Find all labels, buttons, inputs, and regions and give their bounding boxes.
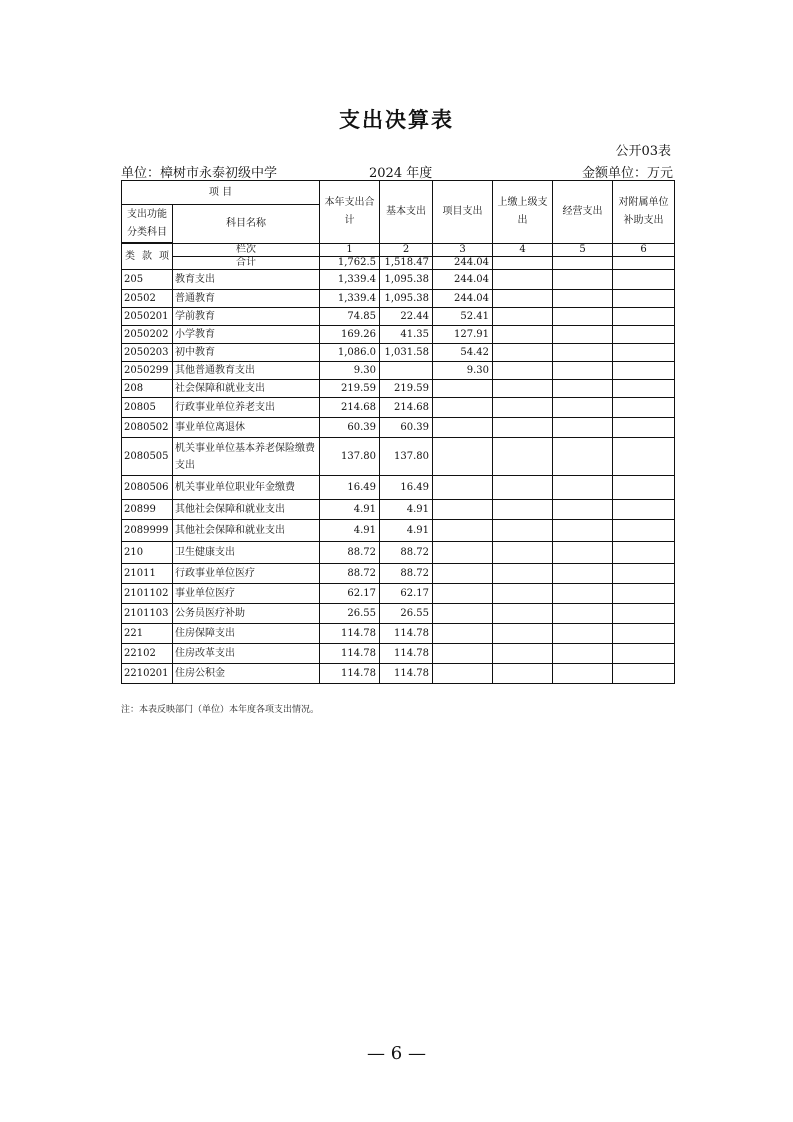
amount-cell [493,380,553,398]
subject-name: 住房公积金 [173,664,320,684]
amount-cell [613,520,675,542]
amount-cell: 74.85 [320,308,380,326]
amount-cell [433,564,493,584]
money-unit: 金额单位：万元 [581,166,673,181]
amount-cell [493,270,553,290]
amount-cell [493,664,553,684]
table-row [122,418,675,438]
subject-name: 普通教育 [173,290,320,308]
subject-code: 21011 [122,564,173,584]
amount-cell: 114.78 [320,644,380,664]
amount-cell [433,418,493,438]
amount-cell [493,604,553,624]
amount-cell [553,542,613,564]
level-class: 类 [125,250,135,262]
column-number: 5 [553,244,613,257]
amount-cell: 60.39 [380,418,433,438]
total-cell: 1,762.5 [320,257,380,270]
amount-cell [493,624,553,644]
amount-cell [433,476,493,500]
row-index-label: 栏次 [173,244,320,257]
amount-cell [493,438,553,476]
amount-cell [613,664,675,684]
amount-cell [553,270,613,290]
amount-cell [433,624,493,644]
total-cell: 1,518.47 [380,257,433,270]
amount-cell: 1,086.0 [320,344,380,362]
subject-name: 教育支出 [173,270,320,290]
amount-cell: 114.78 [380,624,433,644]
amount-cell [553,418,613,438]
amount-cell [493,418,553,438]
amount-cell [553,398,613,418]
amount-cell [493,326,553,344]
subject-code: 20805 [122,398,173,418]
amount-cell [493,542,553,564]
table-row [122,624,675,644]
amount-cell [493,308,553,326]
subject-name: 初中教育 [173,344,320,362]
subject-code: 2080502 [122,418,173,438]
subject-code: 210 [122,542,173,564]
table-row [122,344,675,362]
amount-cell [493,476,553,500]
amount-cell: 1,031.58 [380,344,433,362]
amount-cell: 16.49 [320,476,380,500]
amount-cell [613,476,675,500]
amount-cell [493,398,553,418]
amount-cell [613,604,675,624]
amount-cell [613,564,675,584]
level-section: 款 [142,250,152,262]
table-row [122,326,675,344]
amount-cell: 244.04 [433,270,493,290]
table-row [122,542,675,564]
amount-cell: 60.39 [320,418,380,438]
amount-cell [613,644,675,664]
subject-name: 住房保障支出 [173,624,320,644]
amount-cell [613,380,675,398]
amount-cell [493,344,553,362]
subject-name: 卫生健康支出 [173,542,320,564]
subject-name: 其他社会保障和就业支出 [173,500,320,520]
subject-name: 社会保障和就业支出 [173,380,320,398]
amount-cell [493,362,553,380]
subject-code: 2050202 [122,326,173,344]
subject-code: 20502 [122,290,173,308]
amount-cell [613,418,675,438]
subject-code: 2101103 [122,604,173,624]
total-cell [553,257,613,270]
amount-cell [553,362,613,380]
subject-name: 行政事业单位养老支出 [173,398,320,418]
amount-cell [613,344,675,362]
header-col-6: 对附属单位补助支出 [613,181,675,244]
subject-code: 221 [122,624,173,644]
amount-cell: 1,095.38 [380,270,433,290]
amount-cell [613,308,675,326]
amount-cell: 54.42 [433,344,493,362]
amount-cell [433,520,493,542]
amount-cell [613,398,675,418]
subject-name: 其他普通教育支出 [173,362,320,380]
amount-cell [613,584,675,604]
amount-cell [553,520,613,542]
amount-cell [613,290,675,308]
amount-cell [613,326,675,344]
subject-code: 20899 [122,500,173,520]
subject-name: 机关事业单位基本养老保险缴费支出 [173,438,320,476]
table-row [122,584,675,604]
subject-name: 学前教育 [173,308,320,326]
amount-cell: 219.59 [320,380,380,398]
total-cell [613,257,675,270]
amount-cell [433,664,493,684]
amount-cell: 9.30 [320,362,380,380]
amount-cell [613,362,675,380]
header-subject-name: 科目名称 [173,205,320,244]
amount-cell: 41.35 [380,326,433,344]
amount-cell [433,542,493,564]
level-item: 项 [159,250,169,262]
subject-code: 2050299 [122,362,173,380]
amount-cell [553,644,613,664]
header-col-5: 经营支出 [553,181,613,244]
amount-cell [493,290,553,308]
subject-name: 事业单位离退休 [173,418,320,438]
amount-cell: 114.78 [380,644,433,664]
amount-cell: 214.68 [380,398,433,418]
amount-cell: 88.72 [380,564,433,584]
amount-cell [433,500,493,520]
amount-cell: 22.44 [380,308,433,326]
amount-cell: 114.78 [320,624,380,644]
amount-cell: 1,095.38 [380,290,433,308]
amount-cell: 4.91 [320,500,380,520]
subject-code: 2089999 [122,520,173,542]
amount-cell: 4.91 [320,520,380,542]
amount-cell [553,664,613,684]
document-title: 支出决算表 [339,108,454,132]
table-row [122,476,675,500]
header-col-2: 基本支出 [380,181,433,244]
amount-cell [553,604,613,624]
amount-cell [613,624,675,644]
expenditure-table [121,180,675,684]
amount-cell: 88.72 [320,542,380,564]
amount-cell [613,438,675,476]
amount-cell: 137.80 [380,438,433,476]
amount-cell: 1,339.4 [320,290,380,308]
amount-cell [433,380,493,398]
table-note: 注：本表反映部门（单位）本年度各项支出情况。 [121,705,320,715]
subject-code: 2050201 [122,308,173,326]
table-row [122,438,675,476]
amount-cell: 88.72 [320,564,380,584]
subject-name: 小学教育 [173,326,320,344]
table-row [122,500,675,520]
table-row [122,308,675,326]
amount-cell: 62.17 [380,584,433,604]
unit-label: 单位：樟树市永泰初级中学 [121,166,278,181]
table-row [122,644,675,664]
header-col-3: 项目支出 [433,181,493,244]
amount-cell [613,542,675,564]
amount-cell [493,584,553,604]
amount-cell: 62.17 [320,584,380,604]
subject-name: 其他社会保障和就业支出 [173,520,320,542]
column-number: 6 [613,244,675,257]
amount-cell: 114.78 [380,664,433,684]
amount-cell: 26.55 [320,604,380,624]
table-row [122,664,675,684]
amount-cell [553,290,613,308]
amount-cell: 52.41 [433,308,493,326]
subject-code: 2050203 [122,344,173,362]
subject-name: 机关事业单位职业年金缴费 [173,476,320,500]
subject-code: 22102 [122,644,173,664]
header-col-4: 上缴上级支出 [493,181,553,244]
subject-code: 2080505 [122,438,173,476]
page-number: — 6 — [367,1043,426,1064]
amount-cell [493,520,553,542]
amount-cell: 16.49 [380,476,433,500]
amount-cell [553,564,613,584]
amount-cell: 26.55 [380,604,433,624]
amount-cell: 88.72 [380,542,433,564]
table-row [122,564,675,584]
amount-cell [553,500,613,520]
amount-cell [493,500,553,520]
amount-cell [553,308,613,326]
subject-code: 2080506 [122,476,173,500]
table-row [122,398,675,418]
amount-cell [493,564,553,584]
column-number: 3 [433,244,493,257]
column-number: 1 [320,244,380,257]
amount-cell: 1,339.4 [320,270,380,290]
header-item: 项 目 [122,181,320,205]
subject-code: 2101102 [122,584,173,604]
amount-cell: 219.59 [380,380,433,398]
amount-cell [553,326,613,344]
amount-cell [553,344,613,362]
amount-cell [553,624,613,644]
total-label: 合计 [173,257,320,270]
subject-code: 208 [122,380,173,398]
table-row [122,270,675,290]
subject-code: 2210201 [122,664,173,684]
table-row [122,362,675,380]
amount-cell [553,438,613,476]
subject-name: 事业单位医疗 [173,584,320,604]
amount-cell: 137.80 [320,438,380,476]
subject-name: 行政事业单位医疗 [173,564,320,584]
amount-cell: 4.91 [380,500,433,520]
amount-cell [553,476,613,500]
amount-cell [613,500,675,520]
table-row [122,520,675,542]
meta-line [121,162,673,180]
amount-cell [380,362,433,380]
amount-cell: 169.26 [320,326,380,344]
amount-cell [433,398,493,418]
amount-cell: 9.30 [433,362,493,380]
subject-code: 205 [122,270,173,290]
amount-cell: 114.78 [320,664,380,684]
amount-cell: 214.68 [320,398,380,418]
amount-cell: 244.04 [433,290,493,308]
table-row [122,380,675,398]
subject-name: 住房改革支出 [173,644,320,664]
header-col-1: 本年支出合计 [320,181,380,244]
fiscal-year: 2024 年度 [369,166,433,181]
table-row [122,290,675,308]
amount-cell: 4.91 [380,520,433,542]
column-number: 2 [380,244,433,257]
table-row [122,604,675,624]
amount-cell [433,438,493,476]
header-func-class: 支出功能分类科目 [122,205,173,243]
header-levels [122,244,173,270]
amount-cell [553,380,613,398]
total-cell [493,257,553,270]
subject-name: 公务员医疗补助 [173,604,320,624]
amount-cell [493,644,553,664]
column-number: 4 [493,244,553,257]
amount-cell [433,644,493,664]
amount-cell [433,584,493,604]
amount-cell [553,584,613,604]
total-cell: 244.04 [433,257,493,270]
form-number: 公开03表 [615,144,671,159]
amount-cell: 127.91 [433,326,493,344]
total-row [122,257,675,270]
amount-cell [613,270,675,290]
amount-cell [433,604,493,624]
